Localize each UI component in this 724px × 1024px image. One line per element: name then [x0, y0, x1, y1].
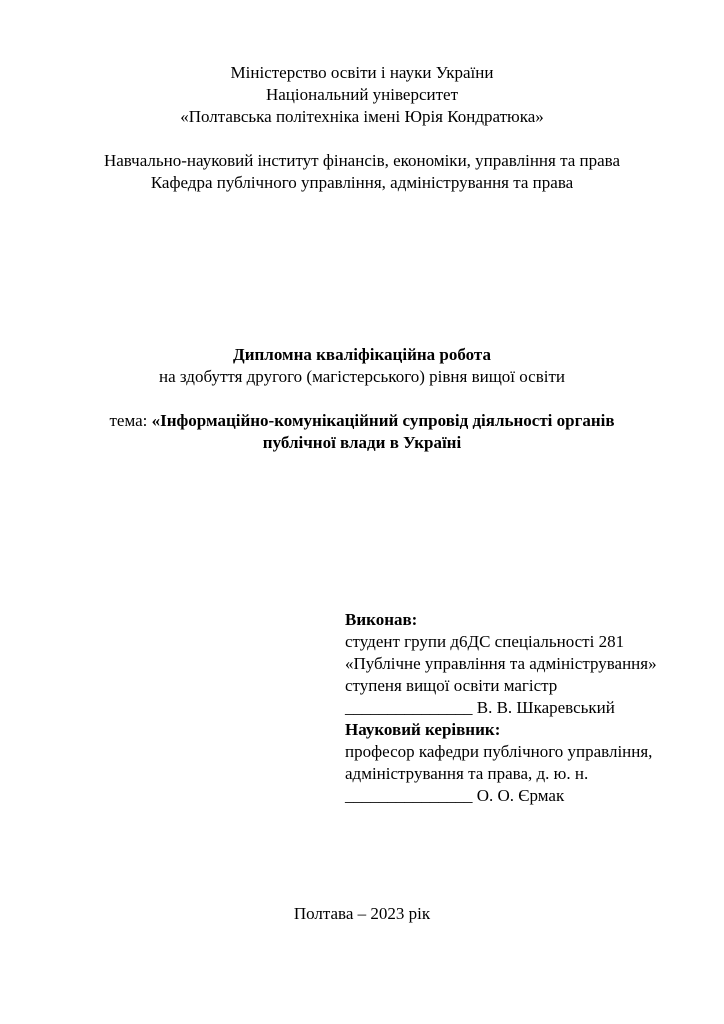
- thesis-theme: [0, 410, 724, 454]
- executor-block: [345, 609, 684, 807]
- supervisor-line: професор кафедри публічного управління,: [345, 742, 653, 761]
- title-block: [0, 344, 724, 454]
- executor-signature-line: _______________ В. В. Шкаревський: [345, 698, 615, 717]
- executor-label: Виконав:: [345, 610, 418, 629]
- university-line: Національний університет: [265, 85, 459, 104]
- degree-line: на здобуття другого (магістерського) рівня вищої освіти: [159, 367, 565, 386]
- theme-title-line1: [0, 410, 724, 432]
- theme-prefix: тема:: [109, 411, 152, 430]
- footer-city-year: Полтава – 2023 рік: [293, 904, 431, 923]
- header-block: [0, 0, 724, 194]
- executor-line: ступеня вищої освіти магістр: [345, 676, 558, 695]
- executor-line: студент групи д6ДС спеціальності 281: [345, 632, 625, 651]
- supervisor-label: Науковий керівник:: [345, 720, 501, 739]
- university-name-line: «Полтавська політехніка імені Юрія Кондратюка»: [180, 107, 544, 126]
- supervisor-line: адміністрування та права, д. ю. н.: [345, 764, 589, 783]
- ministry-line: Міністерство освіти і науки України: [230, 63, 494, 82]
- theme-title-line2: публічної влади в Україні: [262, 433, 462, 452]
- work-type-title: Дипломна кваліфікаційна робота: [233, 345, 491, 364]
- department-line: Кафедра публічного управління, адміністрування та права: [150, 173, 574, 192]
- theme-title-bold-part: «Інформаційно-комунікаційний супровід діяльності органів: [151, 411, 615, 430]
- blank-line: [0, 128, 724, 150]
- institute-line: Навчально-науковий інститут фінансів, економіки, управління та права: [103, 151, 621, 170]
- supervisor-signature-line: _______________ О. О. Єрмак: [345, 786, 565, 805]
- executor-line: «Публічне управління та адміністрування»: [345, 654, 657, 673]
- footer-block: [0, 903, 724, 925]
